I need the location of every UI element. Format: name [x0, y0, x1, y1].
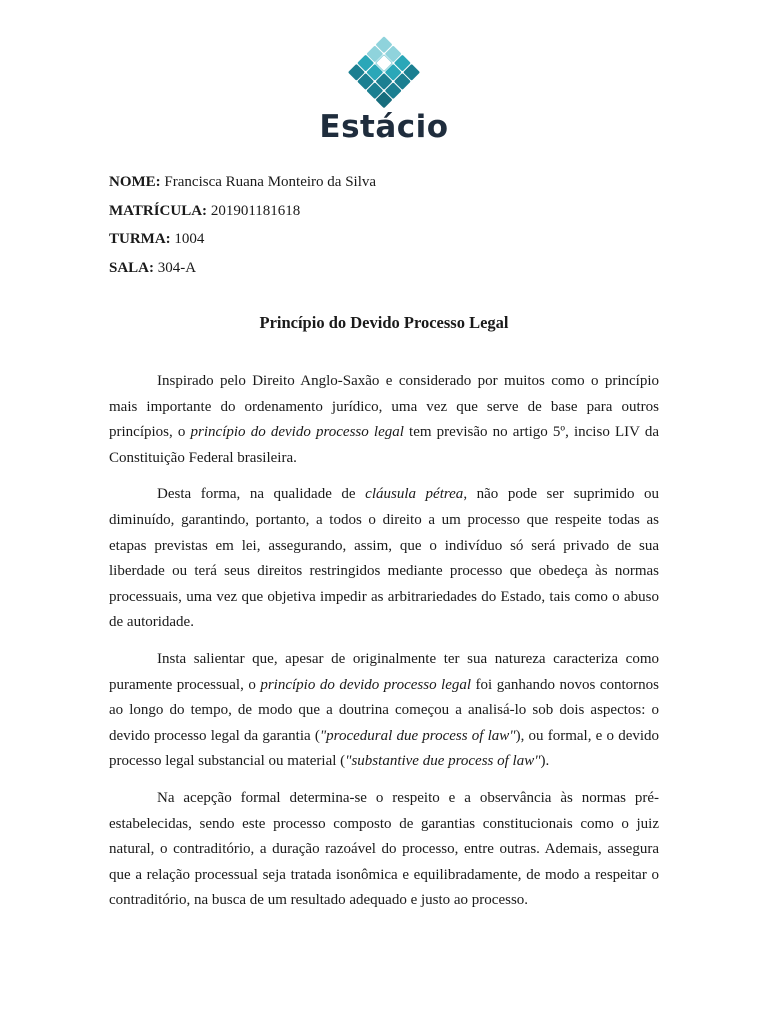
p1-text-a: Inspirado pelo Direito Anglo-Saxão e considerado por muitos como o princípio mais importante do ordenamento jurídico, uma vez que serve de base para outros princípios, o [109, 373, 659, 441]
document-title: Princípio do Devido Processo Legal [259, 313, 509, 332]
turma-label: TURMA: [109, 231, 171, 247]
estacio-diamond-icon [345, 34, 423, 112]
matricula-label: MATRÍCULA: [109, 202, 208, 219]
name-value: Francisca Ruana Monteiro da Silva [164, 174, 377, 190]
name-row [109, 168, 376, 197]
p3-italic-3: "substantive due process of law" [345, 753, 541, 770]
p3-italic-2: "procedural due process of law" [319, 727, 516, 744]
matricula-value: 201901181618 [210, 202, 301, 219]
brand-wordmark: Estácio [319, 109, 449, 145]
paragraph-3 [109, 647, 659, 775]
p3-text-c: foi ganhando novos contornos ao longo do tempo, de modo que a doutrina começou a analisá-lo sob dois aspectos: o devido processo legal da garantia ( [109, 676, 659, 744]
estacio-logo [0, 34, 768, 144]
document-body [109, 369, 659, 925]
turma-value: 1004 [174, 231, 205, 247]
p3-text-g: ). [540, 753, 550, 770]
p2-text-a: Desta forma, na qualidade de [157, 486, 366, 503]
p2-text-c: , não pode ser suprimido ou diminuído, garantindo, portanto, a todos o direito a um processo que respeite todas as etapas previstas em lei, assegurando, assim, que o indivíduo só será privado de sua liberdade ou terá seus direitos restringidos mediante processo que obedeça às normas processuais, uma vez que objetiva impedir as arbitrariedades do Estado, tais como o abuso de autoridade. [109, 486, 660, 631]
turma-row [109, 225, 376, 254]
paragraph-2 [109, 482, 659, 636]
p1-italic: princípio do devido processo legal [190, 424, 404, 441]
sala-row [109, 254, 376, 283]
name-label: NOME: [109, 174, 161, 190]
sala-value: 304-A [157, 259, 197, 276]
matricula-row [109, 197, 376, 226]
p3-text-e: ), ou formal, e o devido processo legal substancial ou material ( [109, 727, 660, 770]
p2-italic: cláusula pétrea [365, 486, 464, 503]
paragraph-1 [109, 369, 659, 471]
sala-label: SALA: [109, 259, 155, 276]
p3-italic-1: princípio do devido processo legal [260, 676, 472, 693]
student-info [109, 168, 376, 282]
paragraph-4: Na acepção formal determina-se o respeito e a observância às normas pré-estabelecidas, sendo este processo composto de garantias constitucionais como o juiz natural, o contraditório, a duração razoável do processo, entre outras. Ademais, assegura que a relação processual seja tratada isonômica e equilibradamente, de modo a respeitar o contraditório, na busca de um resultado adequado e justo ao processo. [109, 789, 659, 909]
p1-text-c: tem previsão no artigo 5º, inciso LIV da Constituição Federal brasileira. [109, 424, 659, 466]
p3-text-a: Insta salientar que, apesar de originalmente ter sua natureza caracteriza como puramente processual, o [109, 650, 659, 693]
